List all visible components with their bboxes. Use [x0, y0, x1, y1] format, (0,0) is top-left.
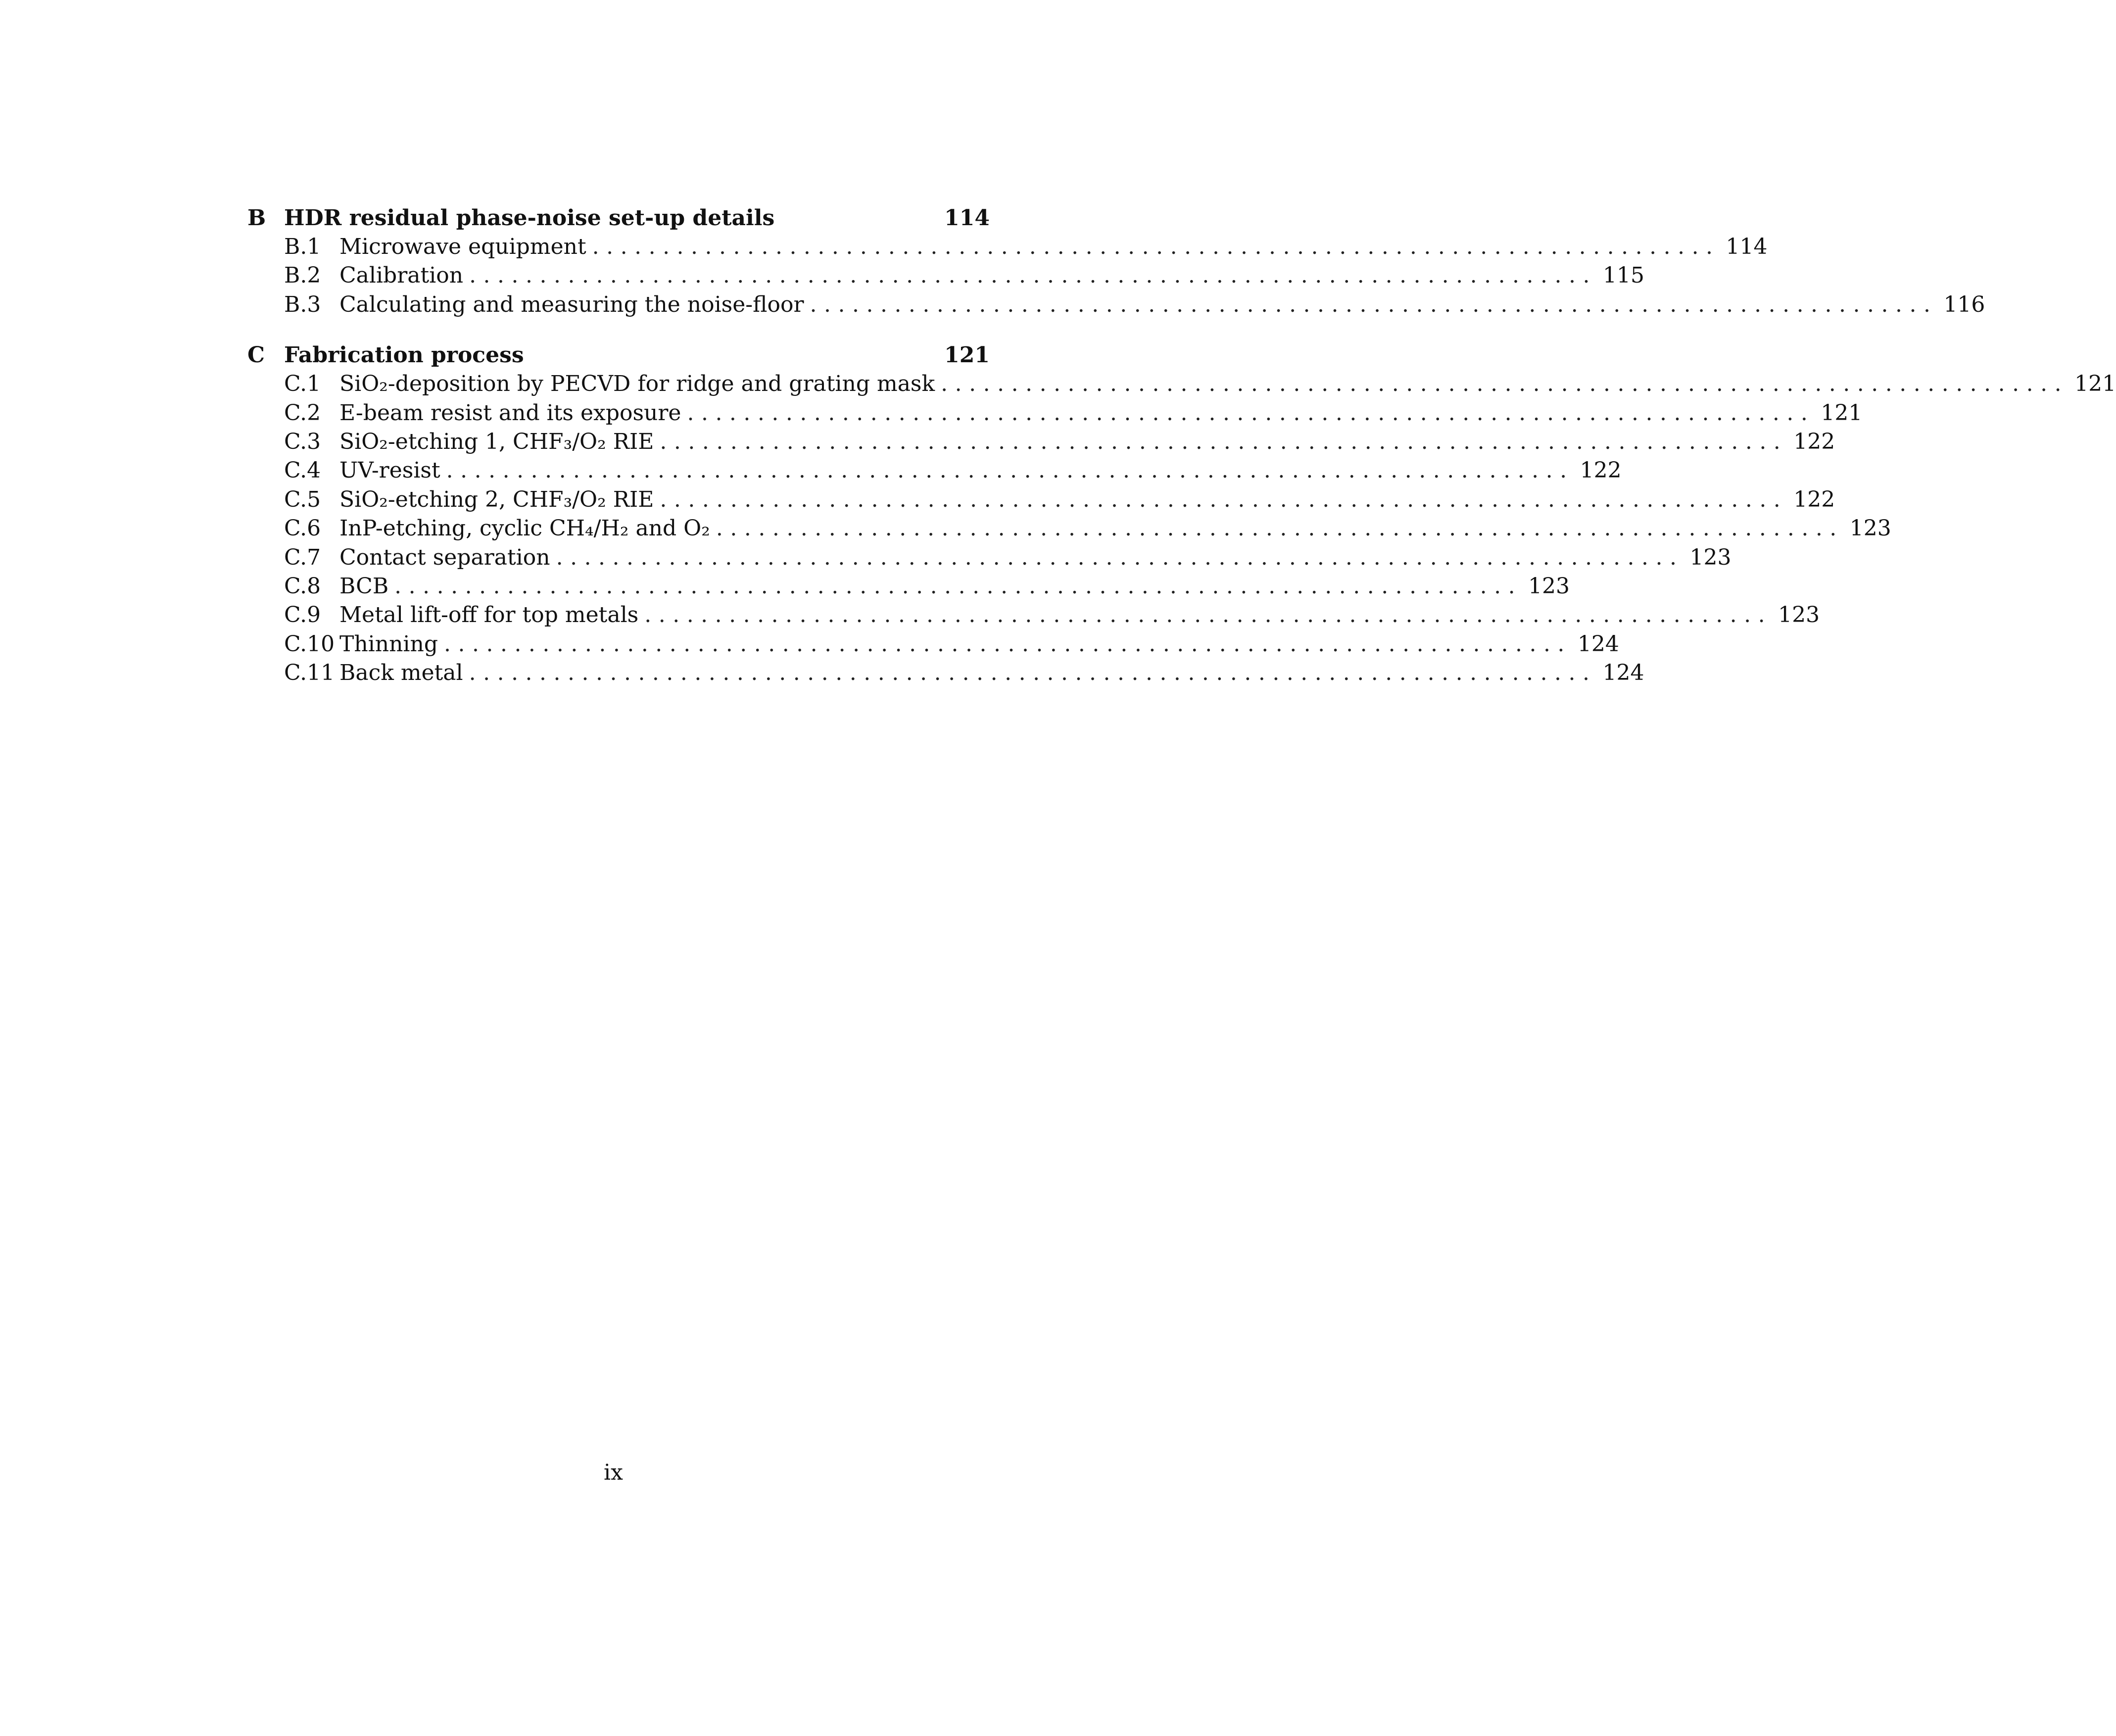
toc-section-b-2[interactable] [284, 263, 1644, 291]
section-title: InP-etching, cyclic CH₄/H₂ and O₂ [339, 516, 710, 541]
toc-section-b-3[interactable] [284, 291, 1985, 321]
chapter-page: 114 [944, 205, 990, 231]
section-page: 124 [1577, 631, 1619, 657]
section-number: B.2 [284, 263, 321, 289]
dot-leader: ................................................................................ [810, 291, 1938, 317]
section-title: Back metal [339, 660, 463, 686]
dot-leader: ................................................................................ [592, 234, 1720, 259]
section-page: 115 [1602, 263, 1644, 289]
toc-section-c-4[interactable] [284, 458, 1622, 486]
toc-section-c-8[interactable] [284, 573, 1570, 602]
section-page: 123 [1528, 573, 1570, 599]
chapter-letter: C [247, 342, 265, 368]
chapter-title: HDR residual phase-noise set-up details [284, 205, 775, 231]
section-page: 122 [1580, 458, 1622, 483]
section-page: 122 [1793, 486, 1835, 512]
section-page: 114 [1726, 234, 1768, 259]
table-of-contents [247, 205, 2116, 689]
dot-leader: ................................................................................ [444, 631, 1572, 657]
toc-section-c-2[interactable] [284, 400, 1863, 429]
dot-leader: ................................................................................ [660, 429, 1788, 454]
section-title: Calculating and measuring the noise-floor [339, 291, 804, 317]
section-page: 121 [1821, 400, 1863, 426]
section-number: C.9 [284, 602, 321, 628]
dot-leader: ................................................................................ [644, 602, 1773, 628]
section-number: C.5 [284, 486, 321, 512]
toc-section-c-1[interactable] [284, 371, 2116, 400]
section-number: C.3 [284, 429, 321, 454]
section-title: Metal lift-off for top metals [339, 602, 639, 628]
section-page: 124 [1602, 660, 1644, 686]
section-number: C.10 [284, 631, 335, 657]
section-number: C.7 [284, 544, 321, 570]
section-number: B.1 [284, 234, 321, 259]
toc-chapter-b[interactable] [247, 205, 990, 234]
section-number: C.11 [284, 660, 335, 686]
section-page: 123 [1849, 516, 1891, 541]
section-title: BCB [339, 573, 389, 599]
chapter-letter: B [247, 205, 266, 231]
section-title: UV-resist [339, 458, 440, 483]
section-page: 123 [1778, 602, 1820, 628]
dot-leader: ................................................................................ [469, 660, 1597, 686]
section-title: Calibration [339, 263, 464, 289]
section-number: C.8 [284, 573, 321, 599]
chapter-title: Fabrication process [284, 342, 524, 368]
toc-section-c-7[interactable] [284, 544, 1731, 574]
chapter-page: 121 [944, 342, 990, 368]
section-number: C.6 [284, 516, 321, 541]
toc-section-c-5[interactable] [284, 486, 1835, 516]
toc-section-c-3[interactable] [284, 429, 1835, 458]
dot-leader: ................................................................................ [446, 458, 1574, 483]
section-number: C.4 [284, 458, 321, 483]
section-title: SiO₂-etching 2, CHF₃/O₂ RIE [339, 486, 654, 512]
section-title: SiO₂-deposition by PECVD for ridge and grating mask [339, 371, 935, 397]
section-page: 122 [1793, 429, 1835, 454]
toc-section-b-1[interactable] [284, 234, 1768, 263]
section-number: B.3 [284, 291, 321, 317]
section-number: C.1 [284, 371, 321, 397]
section-page: 116 [1943, 291, 1985, 317]
toc-section-c-6[interactable] [284, 516, 1891, 544]
dot-leader: ................................................................................ [687, 400, 1815, 426]
toc-section-c-10[interactable] [284, 631, 1619, 660]
dot-leader: ................................................................................ [469, 263, 1597, 289]
dot-leader: ................................................................................ [660, 486, 1788, 512]
toc-section-c-9[interactable] [284, 602, 1820, 631]
dot-leader: ................................................................................ [941, 371, 2069, 397]
toc-section-c-11[interactable] [284, 660, 1644, 689]
section-page: 121 [2074, 371, 2116, 397]
section-title: E-beam resist and its exposure [339, 400, 681, 426]
section-title: Contact separation [339, 544, 550, 570]
section-title: Microwave equipment [339, 234, 586, 259]
dot-leader: ................................................................................ [716, 516, 1844, 541]
section-title: SiO₂-etching 1, CHF₃/O₂ RIE [339, 429, 654, 454]
dot-leader: ................................................................................ [556, 544, 1684, 570]
section-number: C.2 [284, 400, 321, 426]
page-number: ix [604, 1460, 623, 1485]
toc-chapter-c[interactable] [247, 342, 990, 371]
dot-leader: ................................................................................ [394, 573, 1523, 599]
section-title: Thinning [339, 631, 438, 657]
section-page: 123 [1689, 544, 1731, 570]
chapter-gap [247, 321, 990, 342]
